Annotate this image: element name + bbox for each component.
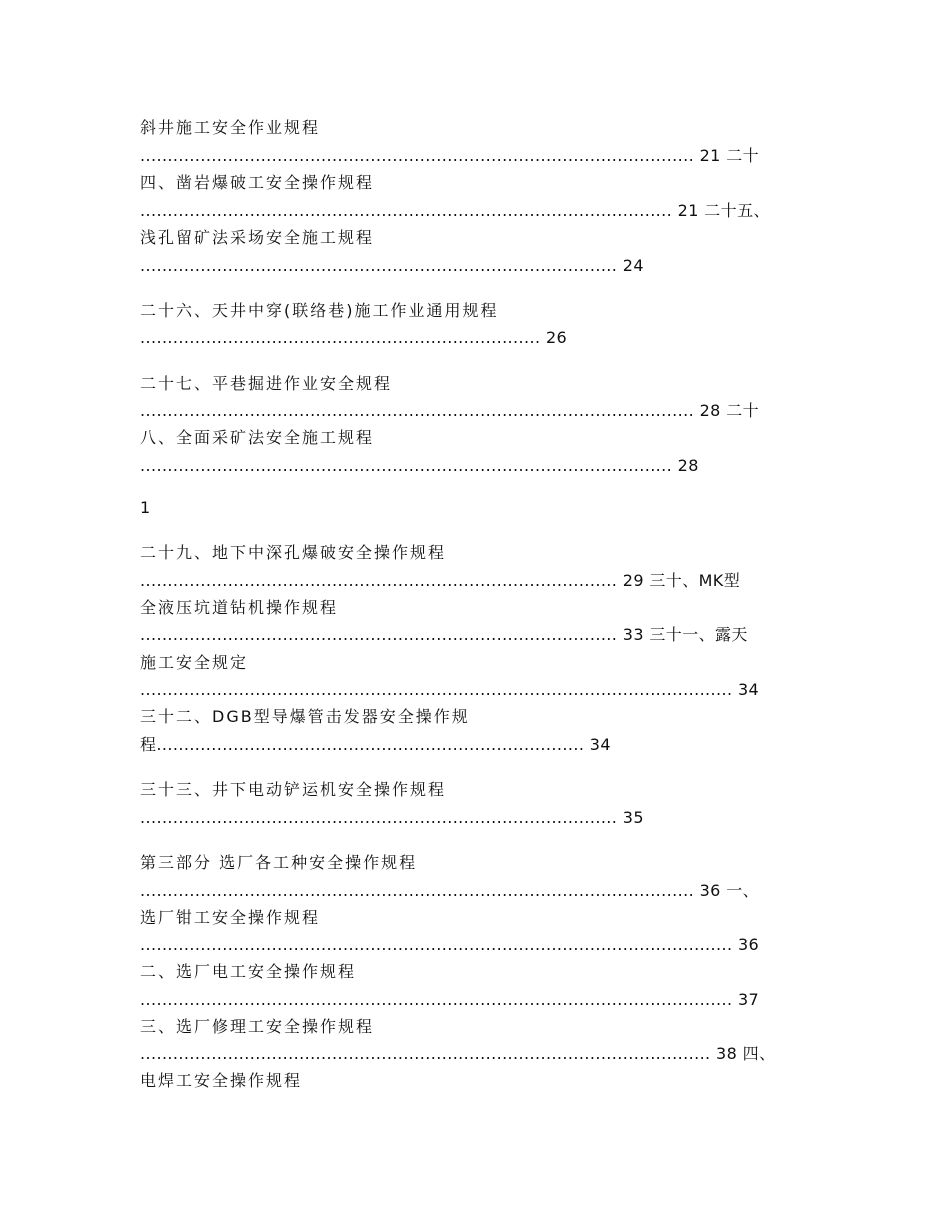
toc-leader-line: ................................................................................................. 21 二十五、 <box>140 201 770 220</box>
toc-line: 二十七、平巷掘进作业安全规程 <box>140 374 393 393</box>
toc-leader-line: ......................................................................... 26 <box>140 328 568 347</box>
toc-leader-line: ..................................................................................................... 28 二十 <box>140 401 760 420</box>
toc-section-heading: 第三部分 选厂各工种安全操作规程 <box>140 853 418 872</box>
toc-line: 二、选厂电工安全操作规程 <box>140 962 357 981</box>
toc-leader-line: ....................................................................................... 24 <box>140 256 644 275</box>
toc-line: 选厂钳工安全操作规程 <box>140 908 321 927</box>
toc-line: 八、全面采矿法安全施工规程 <box>140 428 375 447</box>
toc-leader-line: ..................................................................................................... 21 二十 <box>140 146 760 165</box>
toc-leader-line: ....................................................................................... 33 三十一、露天 <box>140 625 748 644</box>
toc-leader-line: ............................................................................................................ 37 <box>140 990 760 1009</box>
toc-line: 浅孔留矿法采场安全施工规程 <box>140 228 375 247</box>
toc-line: 电焊工安全操作规程 <box>140 1071 303 1090</box>
toc-leader-line: ....................................................................................... 35 <box>140 808 644 827</box>
toc-leader-line: ........................................................................................................ 38 四、 <box>140 1044 776 1063</box>
toc-line: 施工安全规定 <box>140 653 249 672</box>
toc-leader-line: ............................................................................................................ 36 <box>140 935 760 954</box>
toc-leader-line: 程.............................................................................. 34 <box>140 735 611 754</box>
toc-line: 三十二、DGB型导爆管击发器安全操作规 <box>140 707 470 726</box>
toc-line: 四、凿岩爆破工安全操作规程 <box>140 173 375 192</box>
toc-leader-line: ....................................................................................... 29 三十、MK型 <box>140 571 741 590</box>
page-number: 1 <box>140 498 153 517</box>
toc-line: 全液压坑道钻机操作规程 <box>140 598 339 617</box>
toc-line: 斜井施工安全作业规程 <box>140 118 321 137</box>
toc-line: 三十三、井下电动铲运机安全操作规程 <box>140 780 447 799</box>
toc-leader-line: ................................................................................................. 28 <box>140 456 699 475</box>
toc-line: 三、选厂修理工安全操作规程 <box>140 1017 375 1036</box>
toc-line: 二十六、天井中穿(联络巷)施工作业通用规程 <box>140 301 499 320</box>
toc-leader-line: ............................................................................................................ 34 <box>140 680 760 699</box>
toc-leader-line: ..................................................................................................... 36 一、 <box>140 881 760 900</box>
toc-line: 二十九、地下中深孔爆破安全操作规程 <box>140 543 447 562</box>
